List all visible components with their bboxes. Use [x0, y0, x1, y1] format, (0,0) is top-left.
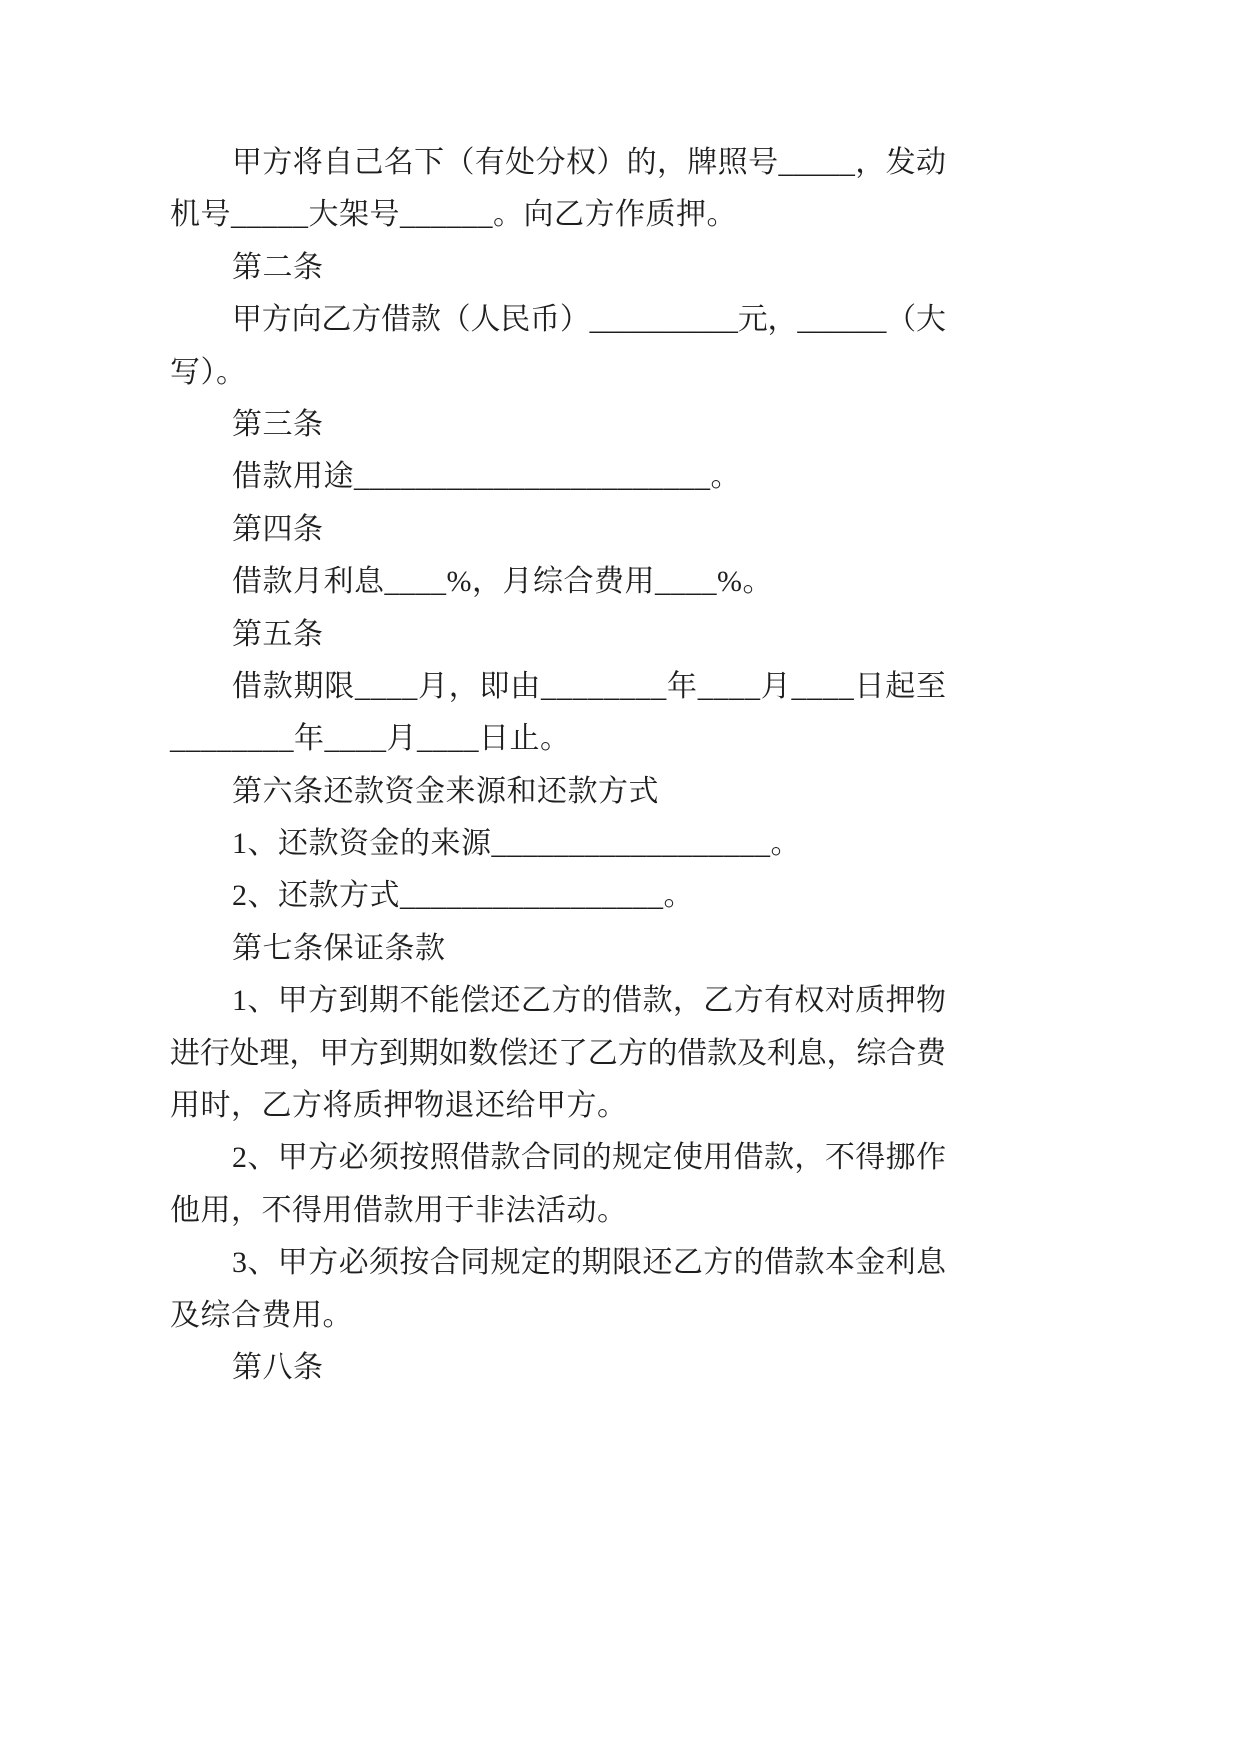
guarantee-item-1 [170, 975, 946, 1132]
pledge-clause-line: 机号_____大架号______。向乙方作质押。 [170, 198, 737, 232]
guarantee-item-2 [170, 1132, 946, 1237]
article-heading: 第六条还款资金来源和还款方式 [232, 774, 659, 808]
interest-rate-line: 借款月利息____%，月综合费用____%。 [232, 565, 773, 599]
loan-amount-line: 甲方向乙方借款（人民币）__________元，______（大 [232, 303, 946, 337]
guarantee-item-line: 及综合费用。 [170, 1298, 353, 1332]
article-2 [170, 242, 946, 399]
repayment-item-2: 2、还款方式_________________。 [232, 879, 694, 913]
article-5 [170, 609, 946, 766]
article-6 [170, 766, 946, 923]
article-4 [170, 504, 946, 609]
pledge-clause [170, 137, 946, 242]
guarantee-item-line: 他用，不得用借款用于非法活动。 [170, 1193, 628, 1227]
article-8 [170, 1342, 946, 1394]
article-heading: 第五条 [232, 617, 324, 651]
repayment-item-1: 1、还款资金的来源__________________。 [232, 827, 801, 861]
article-heading: 第三条 [232, 407, 324, 441]
guarantee-item-line: 2、甲方必须按照借款合同的规定使用借款，不得挪作 [232, 1141, 947, 1175]
article-7 [170, 923, 946, 1342]
loan-term-line: ________年____月____日止。 [170, 722, 571, 756]
article-heading: 第八条 [232, 1350, 324, 1384]
document-page [170, 137, 946, 1394]
loan-amount-line: 写）。 [170, 355, 247, 389]
guarantee-item-line: 用时，乙方将质押物退还给甲方。 [170, 1089, 628, 1123]
guarantee-item-line: 1、甲方到期不能偿还乙方的借款，乙方有权对质押物 [232, 984, 947, 1018]
loan-term-line: 借款期限____月，即由________年____月____日起至 [232, 669, 947, 703]
article-3 [170, 399, 946, 504]
article-heading: 第七条保证条款 [232, 931, 446, 965]
article-heading: 第二条 [232, 250, 324, 284]
guarantee-item-line: 进行处理，甲方到期如数偿还了乙方的借款及利息，综合费 [170, 1036, 946, 1070]
article-heading: 第四条 [232, 512, 324, 546]
guarantee-item-3 [170, 1237, 946, 1342]
guarantee-item-line: 3、甲方必须按合同规定的期限还乙方的借款本金利息 [232, 1246, 947, 1280]
loan-purpose-line: 借款用途_______________________。 [232, 460, 741, 494]
pledge-clause-line: 甲方将自己名下（有处分权）的，牌照号_____，发动 [232, 146, 947, 179]
